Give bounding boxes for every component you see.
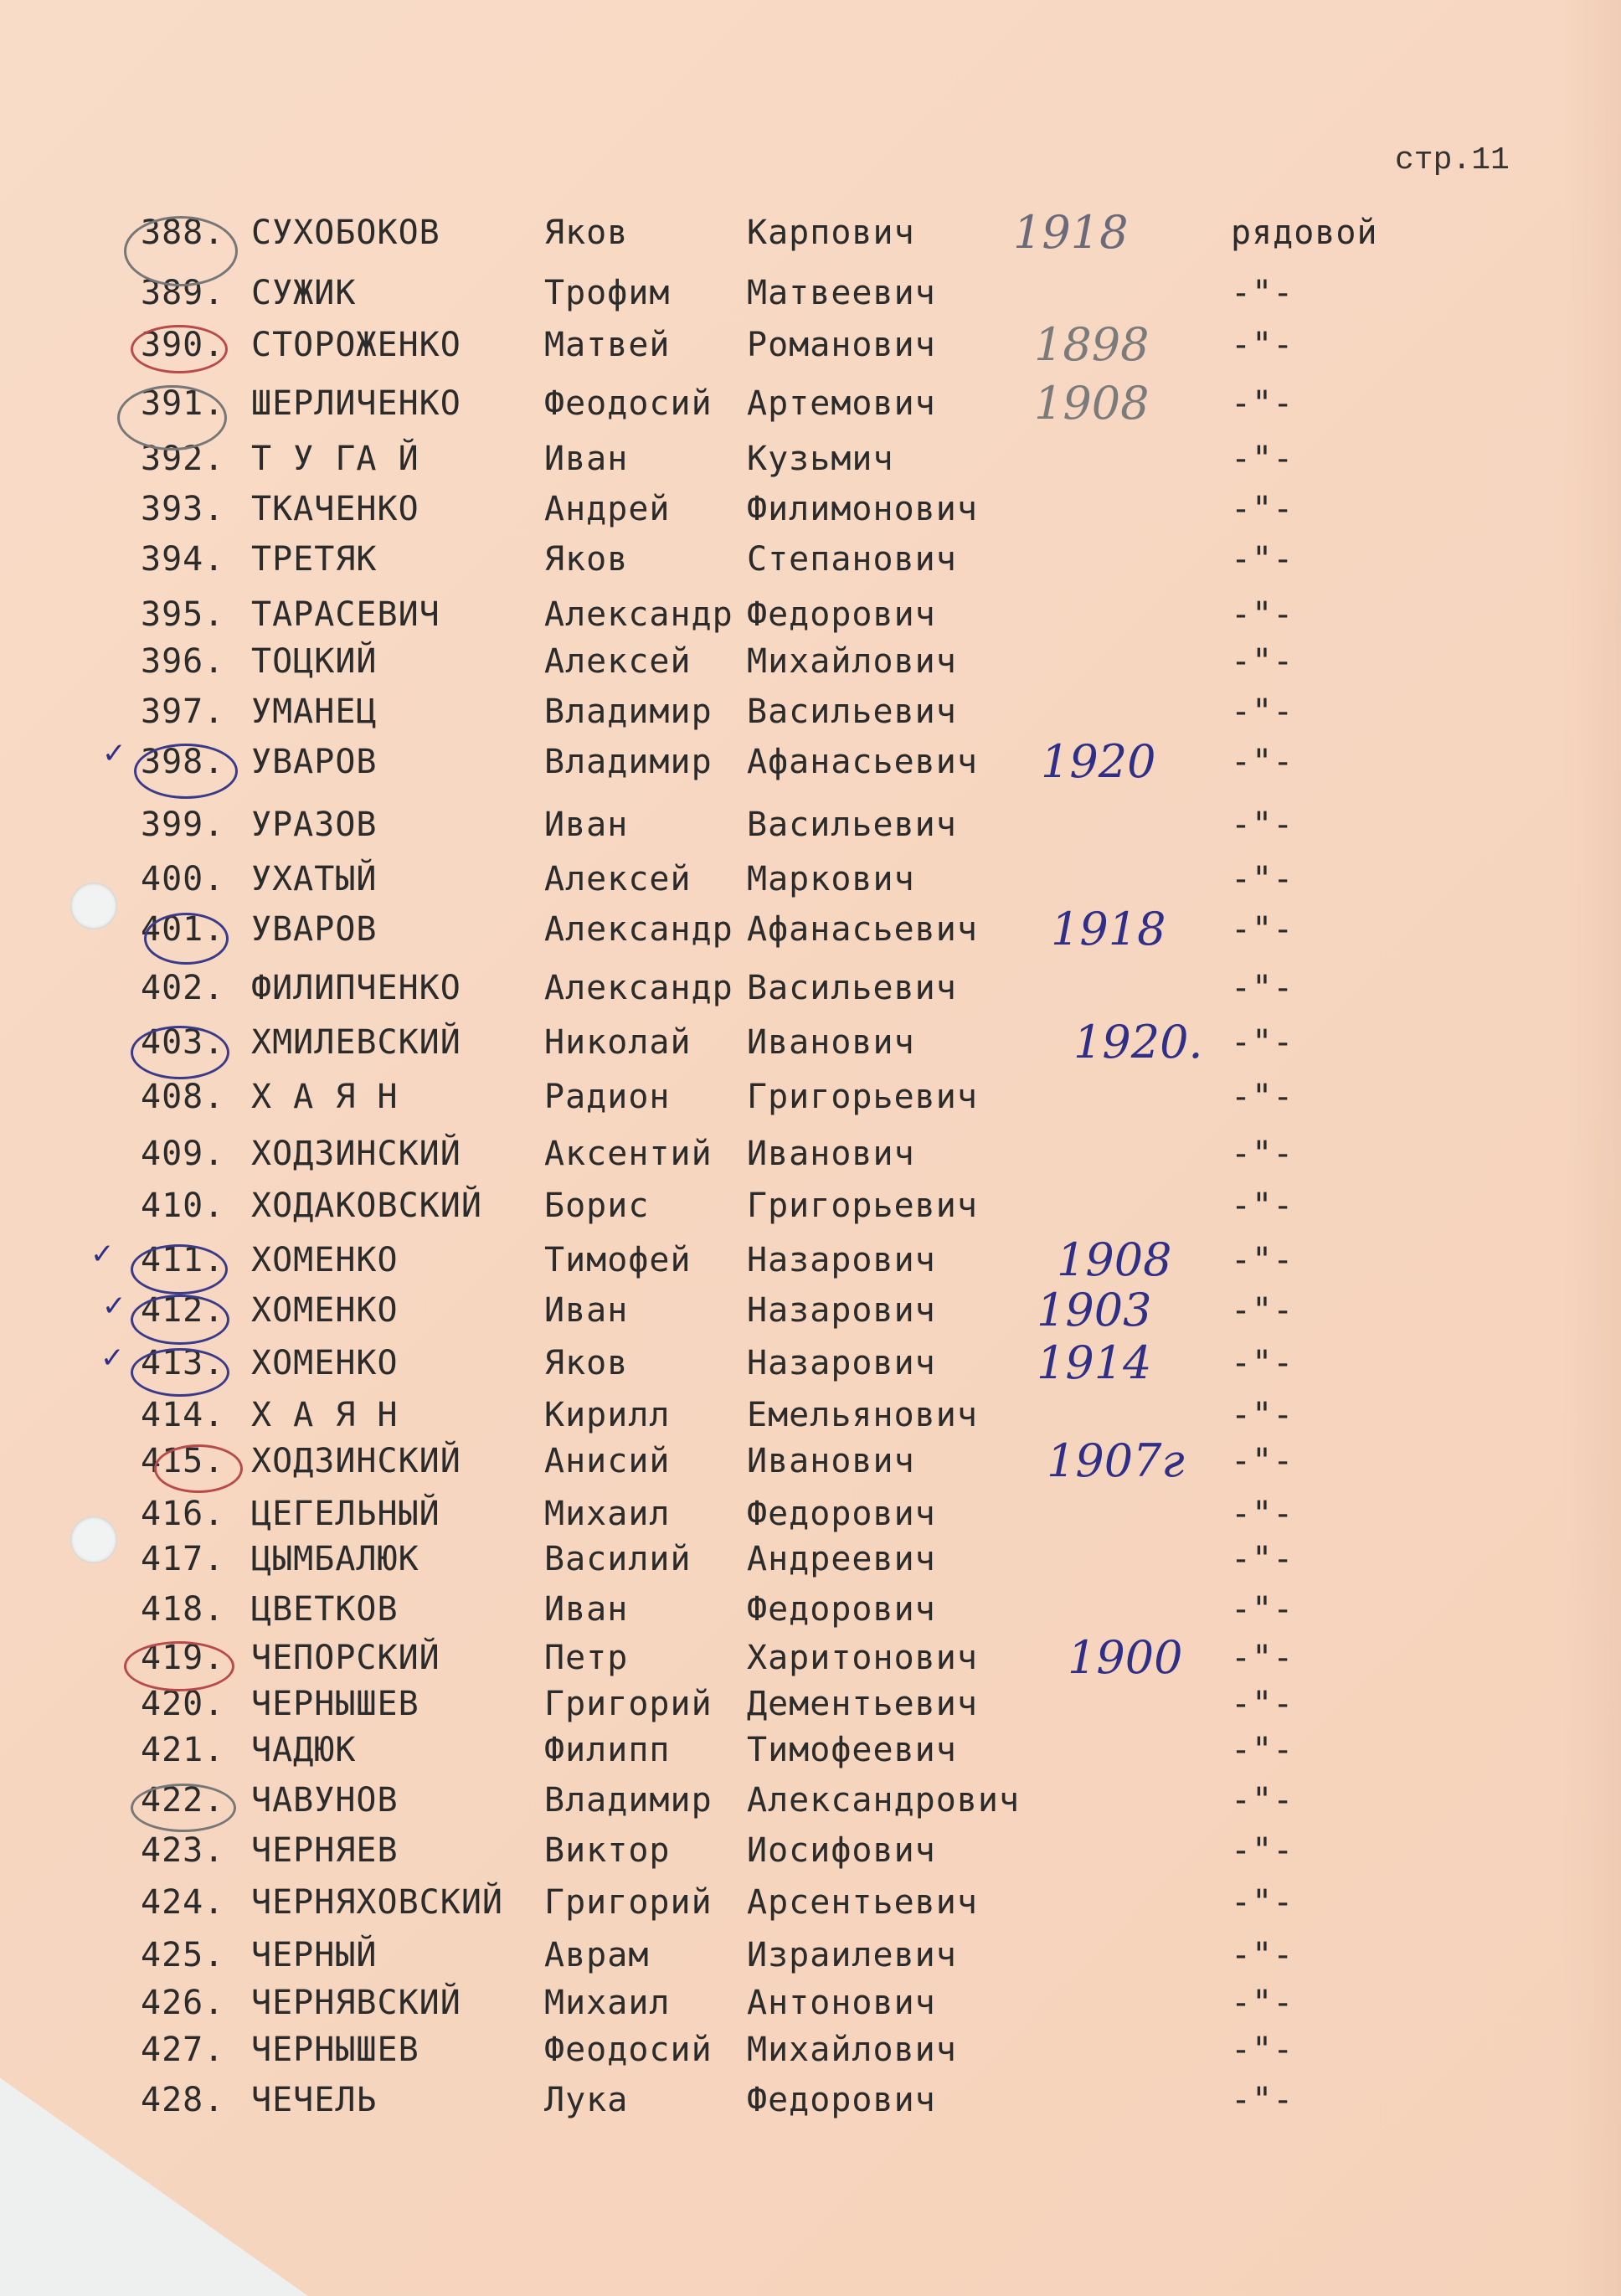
patronymic: Афанасьевич [747,743,978,781]
entry-number: 423. [141,1831,225,1870]
check-mark-icon: ✓ [100,1341,125,1375]
patronymic: Михайлович [747,2031,957,2069]
list-item [0,1534,1621,1584]
birth-year: 1908 [1034,377,1150,430]
entry-number: 417. [141,1540,225,1578]
entry-number: 427. [141,2031,225,2069]
patronymic: Назарович [747,1241,936,1279]
first-name: Алексей [544,860,692,898]
list-item [0,1181,1621,1231]
first-name: Владимир [544,743,713,781]
list-item [0,1338,1621,1388]
first-name: Феодосий [544,384,713,423]
entry-number: 419. [141,1639,225,1677]
list-item [0,1489,1621,1539]
patronymic: Иванович [747,1023,915,1062]
surname: СУХОБОКОВ [251,214,440,252]
surname: ТКАЧЕНКО [251,490,419,528]
first-name: Василий [544,1540,692,1578]
surname: ЧЕРНЯХОВСКИЙ [251,1883,503,1922]
first-name: Виктор [544,1831,671,1870]
patronymic: Афанасьевич [747,910,978,949]
list-item [0,268,1621,318]
entry-number: 392. [141,440,225,478]
handwritten-circle-mark [131,1348,229,1397]
surname: Х А Я Н [251,1396,399,1434]
first-name: Александр [544,595,733,634]
first-name: Александр [544,969,733,1007]
surname: ЧЕРНЯЕВ [251,1831,399,1870]
surname: ТАРАСЕВИЧ [251,595,440,634]
rank: -"- [1231,1078,1294,1116]
handwritten-circle-mark [131,1295,229,1345]
list-item [0,1825,1621,1876]
rank: -"- [1231,1442,1294,1480]
first-name: Яков [544,1344,629,1382]
first-name: Феодосий [544,2031,713,2069]
rank: -"- [1231,1639,1294,1677]
first-name: Тимофей [544,1241,692,1279]
entry-number: 399. [141,806,225,844]
surname: ХОДАКОВСКИЙ [251,1187,482,1225]
rank: -"- [1231,1135,1294,1173]
entry-number: 396. [141,642,225,681]
list-item [0,963,1621,1013]
birth-year: 1900 [1068,1631,1183,1684]
rank: -"- [1231,1241,1294,1279]
rank: -"- [1231,1831,1294,1870]
list-item [0,1978,1621,2028]
list-item [0,1129,1621,1179]
check-mark-icon: ✓ [102,1290,126,1323]
patronymic: Арсентьевич [747,1883,978,1922]
check-mark-icon: ✓ [102,737,126,770]
patronymic: Емельянович [747,1396,978,1434]
first-name: Андрей [544,490,671,528]
birth-year: 1914 [1037,1336,1152,1389]
entry-number: 390. [141,326,225,364]
handwritten-circle-mark [131,1784,236,1832]
surname: ЦВЕТКОВ [251,1590,399,1629]
rank: -"- [1231,1883,1294,1922]
list-item [0,636,1621,687]
surname: ЧЕРНЫЙ [251,1936,378,1974]
surname: ТРЕТЯК [251,540,378,579]
first-name: Борис [544,1187,650,1225]
patronymic: Назарович [747,1344,936,1382]
rank: -"- [1231,692,1294,731]
patronymic: Филимонович [747,490,978,528]
page-number: стр.11 [1395,142,1510,178]
first-name: Иван [544,1291,629,1330]
rank: -"- [1231,1781,1294,1820]
rank: -"- [1231,969,1294,1007]
first-name: Иван [544,806,629,844]
handwritten-circle-mark [144,913,229,965]
patronymic: Васильевич [747,969,957,1007]
rank: -"- [1231,1291,1294,1330]
patronymic: Матвеевич [747,274,936,312]
entry-number: 395. [141,595,225,634]
rank: -"- [1231,490,1294,528]
entry-number: 408. [141,1078,225,1116]
patronymic: Михайлович [747,642,957,681]
rank: -"- [1231,2031,1294,2069]
rank: -"- [1231,440,1294,478]
rank: -"- [1231,1731,1294,1769]
first-name: Матвей [544,326,671,364]
entry-number: 416. [141,1495,225,1533]
rank: -"- [1231,326,1294,364]
entry-number: 393. [141,490,225,528]
surname: ХОМЕНКО [251,1241,399,1279]
entry-number: 410. [141,1187,225,1225]
entry-number: 425. [141,1936,225,1974]
first-name: Григорий [544,1685,713,1723]
entry-number: 418. [141,1590,225,1629]
handwritten-circle-mark [117,385,227,450]
entry-number: 411. [141,1241,225,1279]
first-name: Аксентий [544,1135,713,1173]
list-item [0,1235,1621,1285]
handwritten-circle-mark [131,1026,229,1079]
surname: УРАЗОВ [251,806,378,844]
list-item [0,1679,1621,1729]
patronymic: Александрович [747,1781,1021,1820]
surname: ХОДЗИНСКИЙ [251,1135,461,1173]
first-name: Радион [544,1078,671,1116]
list-item [0,1633,1621,1683]
patronymic: Иванович [747,1135,915,1173]
handwritten-circle-mark [124,216,238,286]
handwritten-circle-mark [131,325,228,373]
first-name: Григорий [544,1883,713,1922]
entry-number: 400. [141,860,225,898]
surname: ХОМЕНКО [251,1291,399,1330]
list-item [0,378,1621,429]
list-item [0,2025,1621,2075]
list-item [0,1017,1621,1068]
check-mark-icon: ✓ [90,1238,115,1271]
rank: -"- [1231,540,1294,579]
surname: ШЕРЛИЧЕНКО [251,384,461,423]
surname: ЧЕПОРСКИЙ [251,1639,440,1677]
rank: -"- [1231,2081,1294,2119]
birth-year: 1898 [1034,318,1150,371]
list-item [0,1436,1621,1486]
list-item [0,434,1621,484]
entry-number: 421. [141,1731,225,1769]
birth-year: 1918 [1051,903,1166,955]
patronymic: Григорьевич [747,1078,978,1116]
rank: -"- [1231,1590,1294,1629]
first-name: Иван [544,1590,629,1629]
patronymic: Израилевич [747,1936,957,1974]
birth-year: 1920. [1073,1016,1203,1068]
entry-number: 415. [141,1442,225,1480]
list-item [0,854,1621,904]
rank: рядовой [1231,214,1378,252]
patronymic: Дементьевич [747,1685,978,1723]
surname: Т У ГА Й [251,440,419,478]
surname: Х А Я Н [251,1078,399,1116]
surname: ХМИЛЕВСКИЙ [251,1023,461,1062]
handwritten-circle-mark [154,1444,243,1493]
entry-number: 428. [141,2081,225,2119]
rank: -"- [1231,1936,1294,1974]
rank: -"- [1231,1495,1294,1533]
birth-year: 1920 [1041,735,1156,788]
handwritten-circle-mark [134,744,238,799]
first-name: Владимир [544,692,713,731]
entry-number: 391. [141,384,225,423]
patronymic: Кузьмич [747,440,894,478]
rank: -"- [1231,1685,1294,1723]
entry-number: 409. [141,1135,225,1173]
surname: УВАРОВ [251,910,378,949]
first-name: Николай [544,1023,692,1062]
rank: -"- [1231,806,1294,844]
list-item [0,320,1621,370]
entry-number: 401. [141,910,225,949]
first-name: Михаил [544,1984,671,2022]
first-name: Трофим [544,274,671,312]
rank: -"- [1231,1344,1294,1382]
entry-number: 398. [141,743,225,781]
patronymic: Антонович [747,1984,936,2022]
rank: -"- [1231,1187,1294,1225]
birth-year: 1903 [1037,1284,1152,1336]
rank: -"- [1231,860,1294,898]
list-item [0,484,1621,534]
list-item [0,687,1621,737]
patronymic: Васильевич [747,806,957,844]
entry-number: 388. [141,214,225,252]
patronymic: Федорович [747,1495,936,1533]
patronymic: Федорович [747,1590,936,1629]
patronymic: Романович [747,326,936,364]
entry-number: 402. [141,969,225,1007]
patronymic: Артемович [747,384,936,423]
handwritten-circle-mark [124,1641,234,1691]
entry-number: 403. [141,1023,225,1062]
surname: ЧАВУНОВ [251,1781,399,1820]
patronymic: Иосифович [747,1831,936,1870]
entry-number: 426. [141,1984,225,2022]
birth-year: 1907г [1047,1434,1185,1487]
birth-year: 1918 [1013,206,1129,259]
rank: -"- [1231,642,1294,681]
list-item [0,1072,1621,1122]
first-name: Александр [544,910,733,949]
patronymic: Карпович [747,214,915,252]
rank: -"- [1231,595,1294,634]
surname: ЧЕЧЕЛЬ [251,2081,378,2119]
list-item [0,1775,1621,1825]
rank: -"- [1231,1023,1294,1062]
first-name: Кирилл [544,1396,671,1434]
entry-number: 424. [141,1883,225,1922]
surname: СУЖИК [251,274,357,312]
list-item [0,904,1621,955]
entry-number: 394. [141,540,225,579]
handwritten-circle-mark [131,1244,228,1295]
patronymic: Маркович [747,860,915,898]
first-name: Владимир [544,1781,713,1820]
first-name: Лука [544,2081,629,2119]
surname: УХАТЫЙ [251,860,378,898]
first-name: Петр [544,1639,629,1677]
surname: ЦЕГЕЛЬНЫЙ [251,1495,440,1533]
entry-number: 397. [141,692,225,731]
rank: -"- [1231,910,1294,949]
list-item [0,1930,1621,1980]
patronymic: Федорович [747,2081,936,2119]
entry-number: 422. [141,1781,225,1820]
patronymic: Васильевич [747,692,957,731]
patronymic: Федорович [747,595,936,634]
first-name: Яков [544,214,629,252]
first-name: Анисий [544,1442,671,1480]
first-name: Аврам [544,1936,650,1974]
patronymic: Назарович [747,1291,936,1330]
list-item [0,208,1621,258]
surname: ЧЕРНЫШЕВ [251,1685,419,1723]
patronymic: Степанович [747,540,957,579]
surname: ХОДЗИНСКИЙ [251,1442,461,1480]
list-item [0,1390,1621,1440]
patronymic: Тимофеевич [747,1731,957,1769]
first-name: Иван [544,440,629,478]
list-item [0,1725,1621,1775]
rank: -"- [1231,1540,1294,1578]
surname: ЧАДЮК [251,1731,357,1769]
list-item [0,800,1621,850]
rank: -"- [1231,384,1294,423]
list-item [0,1285,1621,1336]
rank: -"- [1231,743,1294,781]
entry-number: 413. [141,1344,225,1382]
surname: УВАРОВ [251,743,378,781]
surname: ТОЦКИЙ [251,642,378,681]
list-item [0,534,1621,584]
list-item [0,737,1621,787]
entry-number: 420. [141,1685,225,1723]
patronymic: Иванович [747,1442,915,1480]
rank: -"- [1231,1984,1294,2022]
list-item [0,589,1621,640]
patronymic: Григорьевич [747,1187,978,1225]
birth-year: 1908 [1057,1233,1172,1286]
first-name: Яков [544,540,629,579]
list-item [0,1877,1621,1928]
surname: ЦЫМБАЛЮК [251,1540,419,1578]
entry-number: 414. [141,1396,225,1434]
list-item [0,1584,1621,1634]
entry-number: 389. [141,274,225,312]
first-name: Филипп [544,1731,671,1769]
surname: УМАНЕЦ [251,692,378,731]
entry-number: 412. [141,1291,225,1330]
rank: -"- [1231,1396,1294,1434]
surname: ЧЕРНЫШЕВ [251,2031,419,2069]
surname: СТОРОЖЕНКО [251,326,461,364]
rank: -"- [1231,274,1294,312]
patronymic: Андреевич [747,1540,936,1578]
surname: ХОМЕНКО [251,1344,399,1382]
surname: ФИЛИПЧЕНКО [251,969,461,1007]
first-name: Михаил [544,1495,671,1533]
first-name: Алексей [544,642,692,681]
list-item [0,2075,1621,2125]
patronymic: Харитонович [747,1639,978,1677]
surname: ЧЕРНЯВСКИЙ [251,1984,461,2022]
